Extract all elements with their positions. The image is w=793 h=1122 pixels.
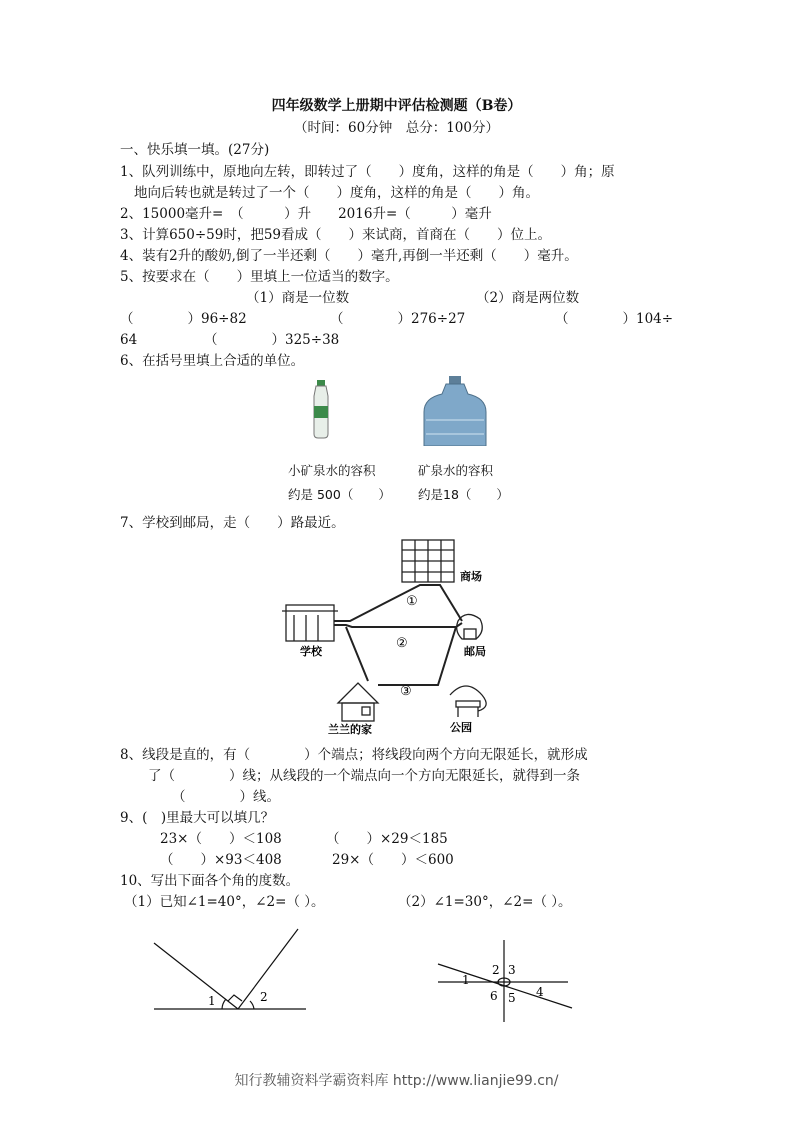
q6-caption-1-line-1: 小矿泉水的容积: [288, 463, 376, 478]
angle-1-label: 1: [208, 994, 216, 1008]
question-9-item-3: （ ）×93＜408: [160, 852, 282, 868]
question-10-part-2: （2）∠1=30°，∠2=（ ）。: [398, 894, 572, 910]
route-label-2: ②: [396, 636, 408, 651]
question-5-item-4: （ ）325÷38: [204, 332, 340, 348]
question-5: 5、按要求在（ ）里填上一位适当的数字。: [120, 269, 399, 285]
school-building-icon: [282, 605, 338, 641]
route-map: [270, 535, 500, 735]
page-title: 四年级数学上册期中评估检测题（B卷）: [271, 98, 522, 114]
small-bottle-icon: [314, 380, 328, 438]
question-5-item-1: （ ）96÷82: [120, 311, 247, 327]
angle-label-1: 1: [462, 973, 470, 987]
question-1-line-2: 地向后转也就是转过了一个（ ）度角，这样的角是（ ）角。: [134, 185, 539, 201]
question-5-heading-1: （1）商是一位数: [246, 290, 350, 306]
question-1-line-1: 1、队列训练中，原地向左转，即转过了（ ）度角，这样的角是（ ）角；原: [120, 164, 615, 180]
q6-caption-2-line-2: 约是18（ ）: [418, 487, 509, 502]
question-9: 9、( )里最大可以填几？: [120, 810, 275, 826]
angle-figure-2: [436, 938, 576, 1024]
route-paths: [334, 585, 462, 685]
angle-label-2: 2: [492, 963, 500, 977]
question-9-item-2: （ ）×29＜185: [326, 831, 448, 847]
question-10-part-1: （1）已知∠1=40°，∠2=（ ）。: [124, 894, 325, 910]
school-label: 学校: [300, 645, 322, 658]
water-jug-icon: [424, 376, 486, 446]
angle-label-3: 3: [508, 963, 516, 977]
page-subtitle: （时间：60分钟 总分：100分）: [294, 120, 499, 136]
question-8-line-1: 8、线段是直的，有（ ）个端点；将线段向两个方向无限延长，就形成: [120, 747, 588, 763]
mall-label: 商场: [460, 570, 482, 583]
mall-building-icon: [402, 540, 454, 582]
park-label: 公园: [450, 721, 472, 734]
angle-label-5: 5: [508, 991, 516, 1005]
park-bench-icon: [450, 686, 486, 717]
question-5-item-2: （ ）276÷27: [330, 311, 466, 327]
home-label: 兰兰的家: [328, 723, 372, 735]
question-9-item-1: 23×（ ）＜108: [160, 831, 282, 847]
question-10: 10、写出下面各个角的度数。: [120, 873, 300, 889]
route-label-3: ③: [400, 684, 412, 699]
angle-figure-1: [150, 925, 310, 1015]
angle-label-4: 4: [536, 985, 544, 999]
question-5-item-3-cont: 64: [120, 332, 138, 348]
question-4: 4、装有2升的酸奶,倒了一半还剩（ ）毫升,再倒一半还剩（ ）毫升。: [120, 248, 578, 264]
bottle-figures: [300, 376, 530, 446]
home-house-icon: [338, 683, 378, 721]
question-8-line-2: 了（ ）线；从线段的一个端点向一个方向无限延长，就得到一条: [148, 768, 580, 784]
route-label-1: ①: [406, 594, 418, 609]
section-1-heading: 一、快乐填一填。(27分): [120, 142, 270, 158]
question-3: 3、计算650÷59时，把59看成（ ）来试商，首商在（ ）位上。: [120, 227, 552, 243]
footer-watermark: 知行教辅资料学霸资料库 http://www.lianjie99.cn/: [234, 1073, 559, 1089]
post-office-label: 邮局: [464, 645, 486, 658]
question-8-line-3: （ ）线。: [172, 789, 280, 805]
angle-label-6: 6: [490, 989, 498, 1003]
q6-caption-1-line-2: 约是 500（ ）: [288, 487, 391, 502]
question-2: 2、15000毫升= （ ）升 2016升=（ ）毫升: [120, 206, 492, 222]
question-9-item-4: 29×（ ）＜600: [332, 852, 454, 868]
q6-caption-2-line-1: 矿泉水的容积: [418, 463, 494, 478]
question-6: 6、在括号里填上合适的单位。: [120, 353, 305, 369]
question-7: 7、学校到邮局，走（ ）路最近。: [120, 515, 345, 531]
angle-2-label: 2: [260, 990, 268, 1004]
question-5-item-3: （ ）104÷: [555, 311, 674, 327]
question-5-heading-2: （2）商是两位数: [476, 290, 580, 306]
